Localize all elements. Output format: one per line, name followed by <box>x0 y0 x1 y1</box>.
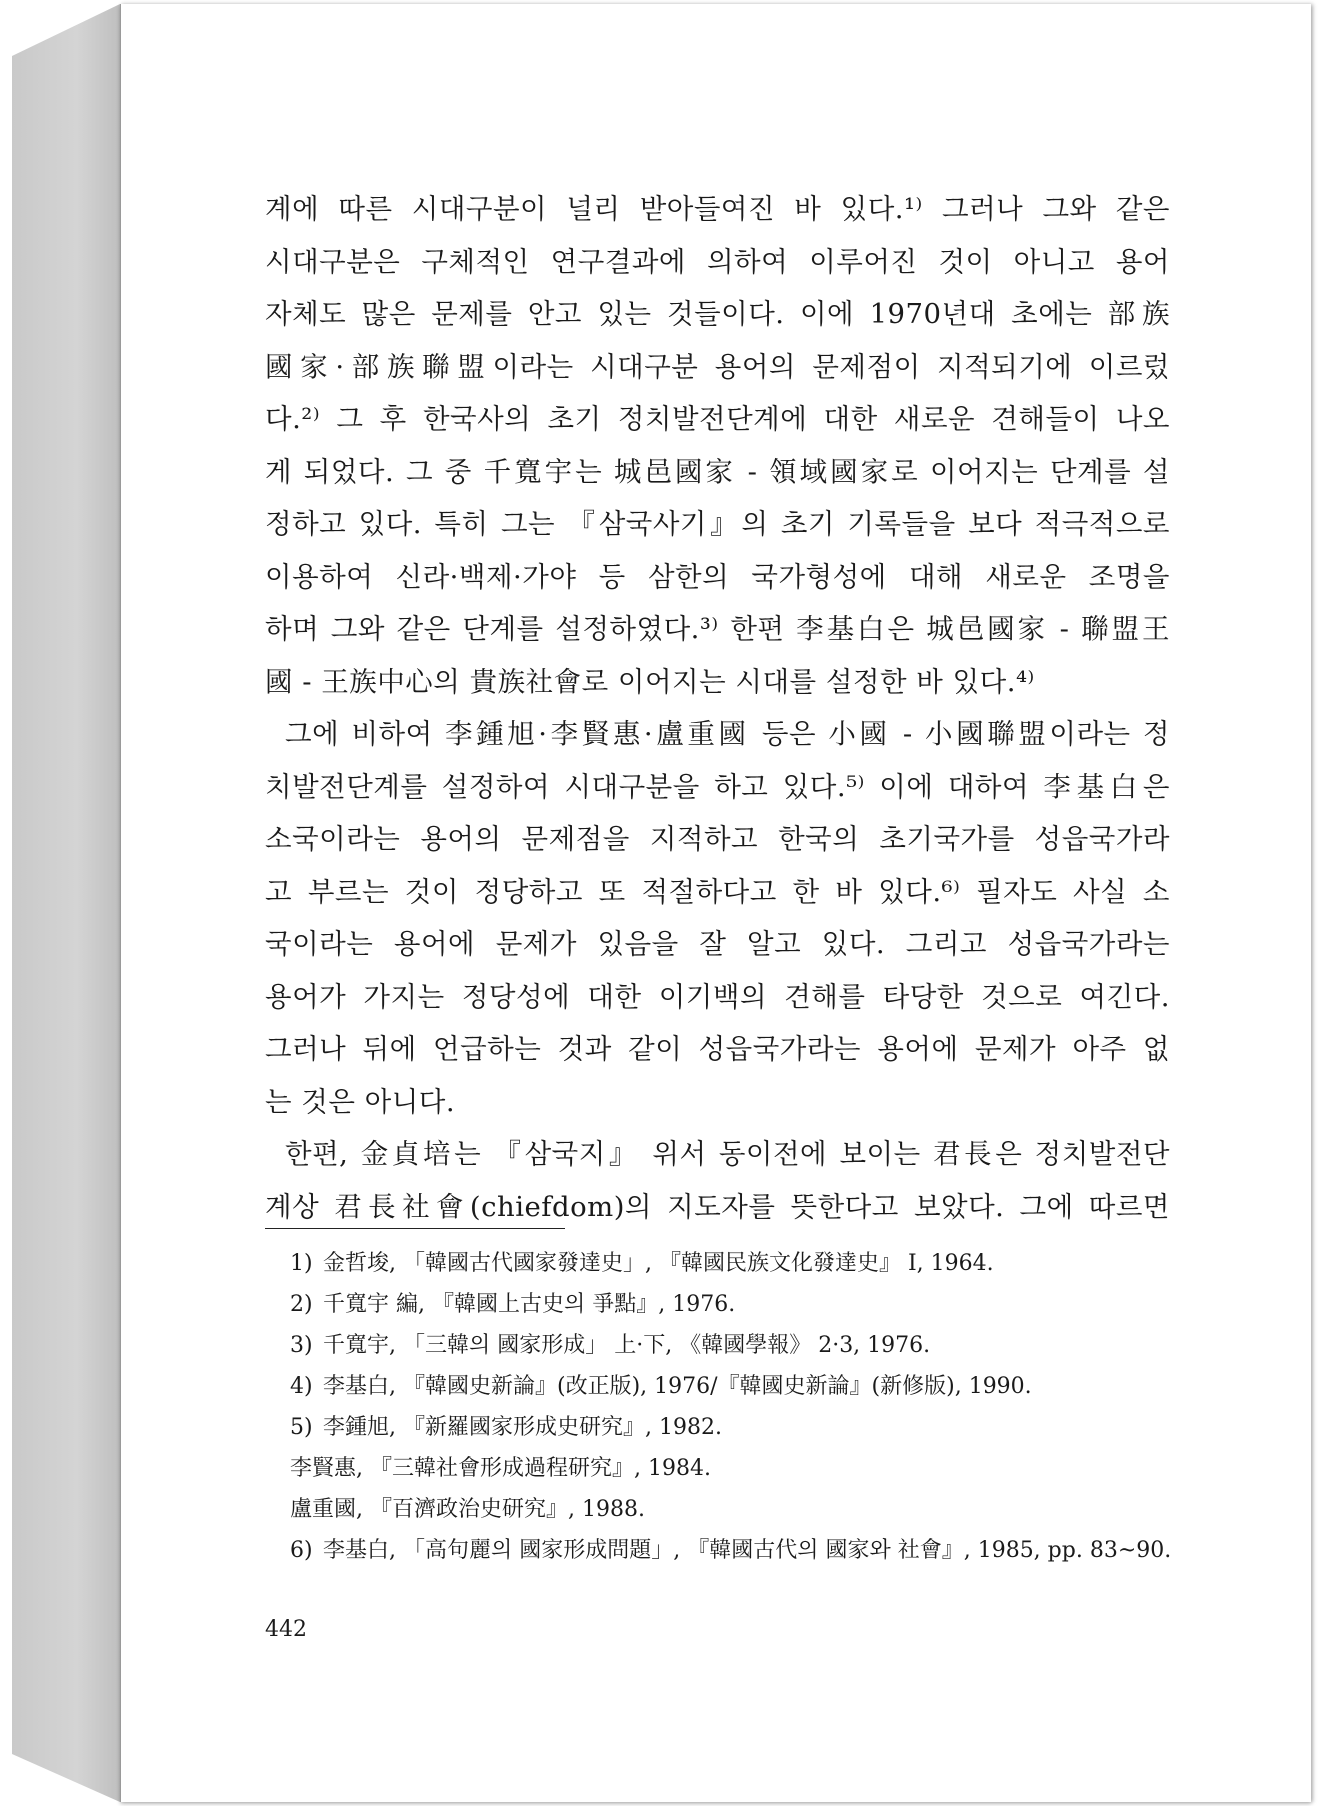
book-spine <box>12 4 120 1802</box>
text-line: 다.²⁾ 그 후 한국사의 초기 정치발전단계에 대한 새로운 견해들이 나오 <box>265 403 1170 435</box>
text-line: 그러나 뒤에 언급하는 것과 같이 성읍국가라는 용어에 문제가 아주 없 <box>265 1033 1170 1065</box>
text-line: 하며 그와 같은 단계를 설정하였다.³⁾ 한편 李基白은 城邑國家 - 聯盟王 <box>265 613 1170 645</box>
text-line: 자체도 많은 문제를 안고 있는 것들이다. 이에 1970년대 초에는 部族 <box>265 298 1170 330</box>
footnote <box>290 1284 1190 1325</box>
footnote-number: 5) <box>290 1415 313 1440</box>
footnote <box>290 1530 1190 1571</box>
footnote-divider <box>265 1228 565 1229</box>
footnote-text: 金哲埈, 「韓國古代國家發達史」, 『韓國民族文化發達史』 I, 1964. <box>323 1251 994 1276</box>
text-line: 國家·部族聯盟이라는 시대구분 용어의 문제점이 지적되기에 이르렀 <box>265 350 1170 383</box>
text-line: 고 부르는 것이 정당하고 또 적절하다고 한 바 있다.⁶⁾ 필자도 사실 소 <box>265 875 1170 908</box>
footnote-text: 盧重國, 『百濟政治史研究』, 1988. <box>290 1497 645 1522</box>
text-line: 용어가 가지는 정당성에 대한 이기백의 견해를 타당한 것으로 여긴다. <box>265 980 1170 1013</box>
text-line: 게 되었다. 그 중 千寬宇는 城邑國家 - 領域國家로 이어지는 단계를 설 <box>265 455 1170 488</box>
footnote-text: 千寬宇, 「三韓의 國家形成」 上·下, 《韓國學報》 2·3, 1976. <box>323 1333 931 1358</box>
footnote-continuation <box>290 1489 1190 1530</box>
footnote-text: 李基白, 『韓國史新論』(改正版), 1976/『韓國史新論』(新修版), 1990. <box>323 1374 1032 1399</box>
text-line: 한편, 金貞培는 『삼국지』 위서 동이전에 보이는 君長은 정치발전단 <box>285 1138 1170 1170</box>
footnote-number: 4) <box>290 1374 313 1399</box>
footnote <box>290 1243 1190 1284</box>
text-line: 계상 君長社會(chiefdom)의 지도자를 뜻한다고 보았다. 그에 따르면 <box>265 1190 1170 1223</box>
footnote <box>290 1366 1190 1407</box>
text-line: 계에 따른 시대구분이 널리 받아들여진 바 있다.¹⁾ 그러나 그와 같은 <box>265 193 1170 225</box>
text-line: 이용하여 신라·백제·가야 등 삼한의 국가형성에 대해 새로운 조명을 <box>265 560 1170 593</box>
footnote-text: 李基白, 「高句麗의 國家形成問題」, 『韓國古代의 國家와 社會』, 1985, pp. 83~90. <box>323 1538 1172 1563</box>
body-text <box>265 183 1170 1233</box>
footnote-number: 1) <box>290 1251 313 1276</box>
footnote-text: 千寬宇 編, 『韓國上古史의 爭點』, 1976. <box>323 1292 736 1317</box>
footnote <box>290 1325 1190 1366</box>
footnote-text: 李鍾旭, 『新羅國家形成史研究』, 1982. <box>323 1415 722 1440</box>
text-line: 치발전단계를 설정하여 시대구분을 하고 있다.⁵⁾ 이에 대하여 李基白은 <box>265 770 1170 803</box>
text-line: 소국이라는 용어의 문제점을 지적하고 한국의 초기국가를 성읍국가라 <box>265 823 1170 855</box>
footnote-number: 2) <box>290 1292 313 1317</box>
footnotes <box>290 1243 1190 1571</box>
footnote-continuation <box>290 1448 1190 1489</box>
text-line: 그에 비하여 李鍾旭·李賢惠·盧重國 등은 小國 - 小國聯盟이라는 정 <box>285 718 1170 750</box>
footnote <box>290 1407 1190 1448</box>
text-line: 정하고 있다. 특히 그는 『삼국사기』의 초기 기록들을 보다 적극적으로 <box>265 508 1170 540</box>
text-line: 國 - 王族中心의 貴族社會로 이어지는 시대를 설정한 바 있다.⁴⁾ <box>265 665 1035 698</box>
page-number: 442 <box>265 1617 307 1642</box>
text-line: 시대구분은 구체적인 연구결과에 의하여 이루어진 것이 아니고 용어 <box>265 245 1170 278</box>
footnote-number: 6) <box>290 1538 313 1563</box>
text-line: 국이라는 용어에 문제가 있음을 잘 알고 있다. 그리고 성읍국가라는 <box>265 928 1170 960</box>
footnote-text: 李賢惠, 『三韓社會形成過程研究』, 1984. <box>290 1456 711 1481</box>
footnote-number: 3) <box>290 1333 313 1358</box>
text-line: 는 것은 아니다. <box>265 1085 456 1118</box>
